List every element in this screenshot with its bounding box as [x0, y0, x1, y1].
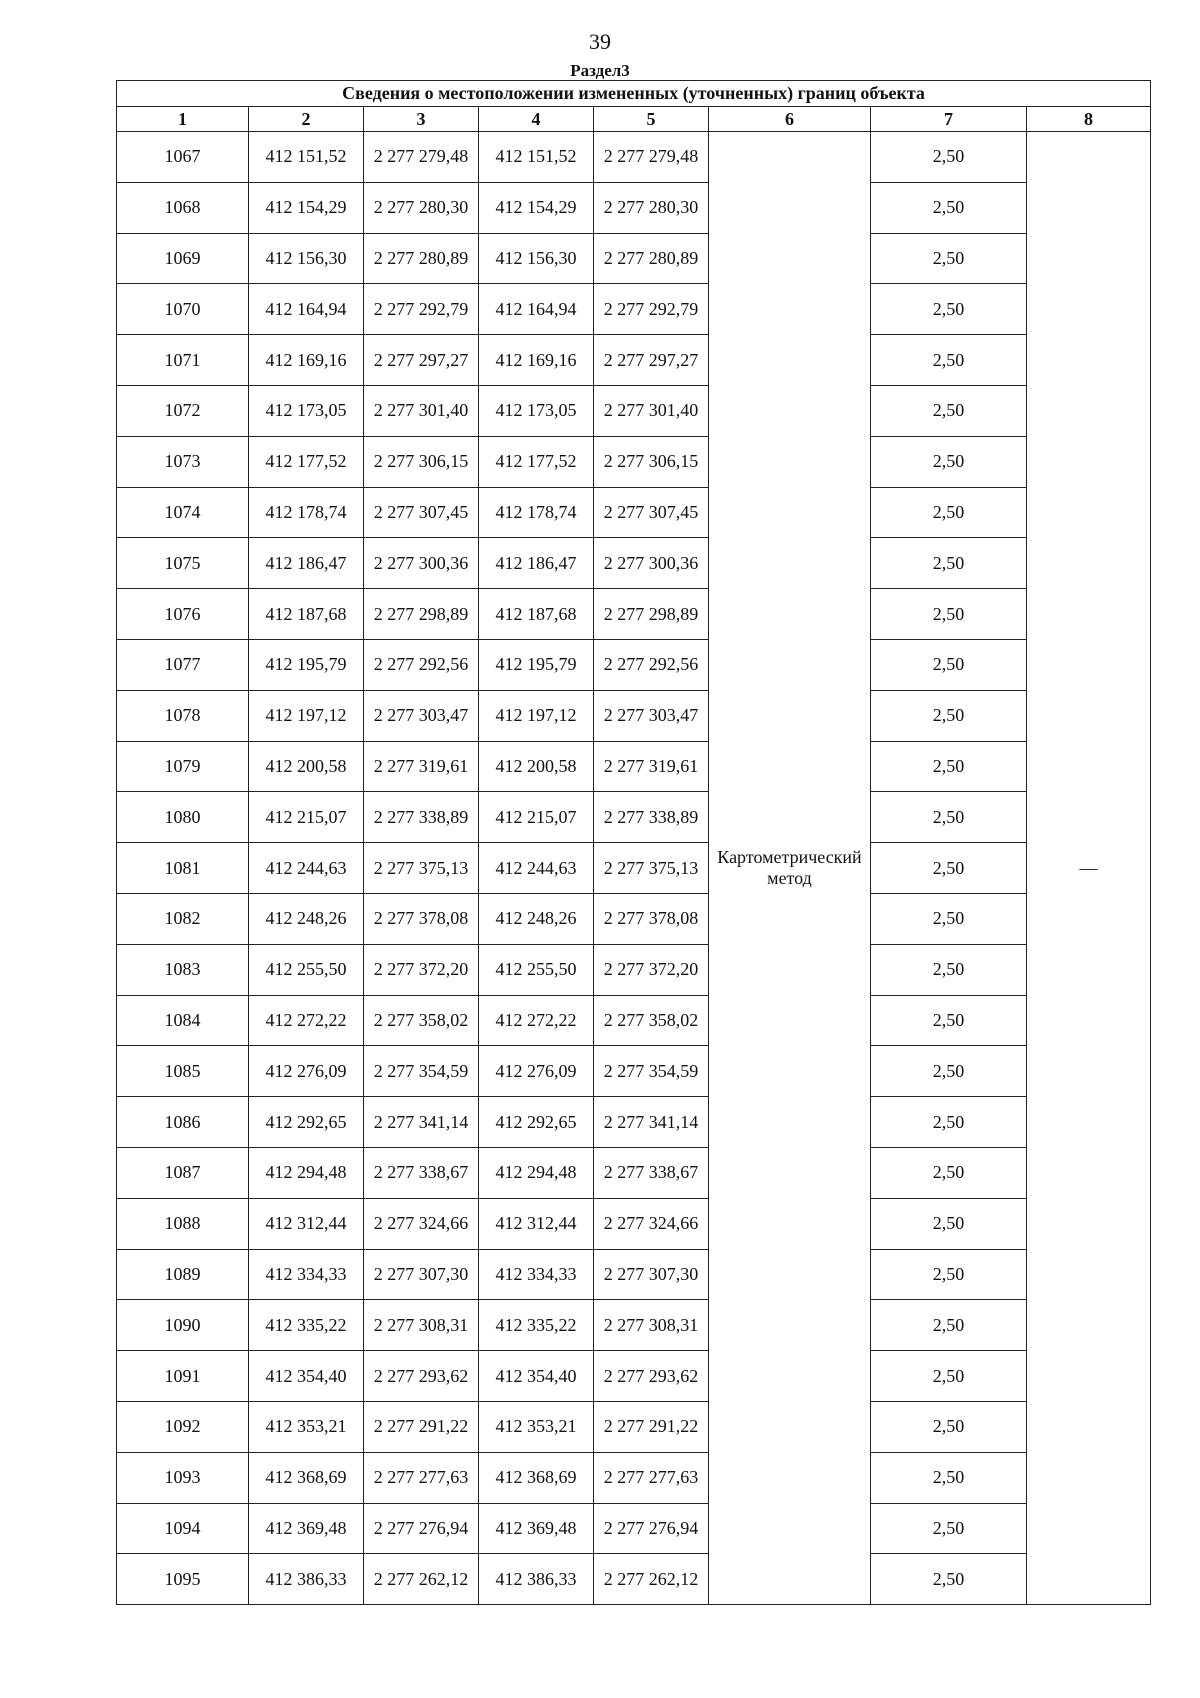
table-row — [117, 1147, 1151, 1198]
x-old-cell: 412 248,26 — [249, 893, 364, 944]
column-number-3: 3 — [364, 107, 479, 132]
x-new-cell: 412 353,21 — [479, 1401, 594, 1452]
x-new-cell: 412 292,65 — [479, 1097, 594, 1148]
accuracy-cell: 2,50 — [871, 1300, 1027, 1351]
y-new-cell: 2 277 324,66 — [594, 1198, 709, 1249]
y-new-cell: 2 277 262,12 — [594, 1554, 709, 1605]
table-row — [117, 843, 1151, 894]
point-number-cell: 1085 — [117, 1046, 249, 1097]
y-new-cell: 2 277 277,63 — [594, 1452, 709, 1503]
point-number-cell: 1068 — [117, 182, 249, 233]
x-old-cell: 412 244,63 — [249, 843, 364, 894]
point-number-cell: 1087 — [117, 1147, 249, 1198]
x-new-cell: 412 244,63 — [479, 843, 594, 894]
table-row — [117, 1097, 1151, 1148]
accuracy-cell: 2,50 — [871, 385, 1027, 436]
x-old-cell: 412 164,94 — [249, 284, 364, 335]
x-new-cell: 412 173,05 — [479, 385, 594, 436]
x-new-cell: 412 169,16 — [479, 335, 594, 386]
x-new-cell: 412 272,22 — [479, 995, 594, 1046]
y-old-cell: 2 277 303,47 — [364, 690, 479, 741]
x-new-cell: 412 186,47 — [479, 538, 594, 589]
y-old-cell: 2 277 306,15 — [364, 436, 479, 487]
x-old-cell: 412 276,09 — [249, 1046, 364, 1097]
table-row — [117, 385, 1151, 436]
y-old-cell: 2 277 279,48 — [364, 132, 479, 183]
x-old-cell: 412 334,33 — [249, 1249, 364, 1300]
y-old-cell: 2 277 292,79 — [364, 284, 479, 335]
x-new-cell: 412 187,68 — [479, 589, 594, 640]
point-number-cell: 1074 — [117, 487, 249, 538]
point-number-cell: 1079 — [117, 741, 249, 792]
y-old-cell: 2 277 291,22 — [364, 1401, 479, 1452]
table-caption: Сведения о местоположении измененных (уточненных) границ объекта — [117, 81, 1151, 107]
column-number-4: 4 — [479, 107, 594, 132]
accuracy-cell: 2,50 — [871, 1147, 1027, 1198]
accuracy-cell: 2,50 — [871, 690, 1027, 741]
point-number-cell: 1093 — [117, 1452, 249, 1503]
point-number-cell: 1089 — [117, 1249, 249, 1300]
accuracy-cell: 2,50 — [871, 843, 1027, 894]
table-row — [117, 436, 1151, 487]
x-old-cell: 412 354,40 — [249, 1351, 364, 1402]
x-old-cell: 412 151,52 — [249, 132, 364, 183]
point-number-cell: 1070 — [117, 284, 249, 335]
column-number-8: 8 — [1027, 107, 1151, 132]
column-number-6: 6 — [709, 107, 871, 132]
point-number-cell: 1088 — [117, 1198, 249, 1249]
y-old-cell: 2 277 276,94 — [364, 1503, 479, 1554]
y-old-cell: 2 277 319,61 — [364, 741, 479, 792]
y-old-cell: 2 277 293,62 — [364, 1351, 479, 1402]
x-new-cell: 412 215,07 — [479, 792, 594, 843]
y-old-cell: 2 277 280,89 — [364, 233, 479, 284]
accuracy-cell: 2,50 — [871, 639, 1027, 690]
point-number-cell: 1090 — [117, 1300, 249, 1351]
y-new-cell: 2 277 276,94 — [594, 1503, 709, 1554]
point-number-cell: 1082 — [117, 893, 249, 944]
accuracy-cell: 2,50 — [871, 1452, 1027, 1503]
accuracy-cell: 2,50 — [871, 741, 1027, 792]
y-old-cell: 2 277 375,13 — [364, 843, 479, 894]
y-new-cell: 2 277 292,56 — [594, 639, 709, 690]
table-body — [117, 132, 1151, 1605]
x-old-cell: 412 187,68 — [249, 589, 364, 640]
y-new-cell: 2 277 338,89 — [594, 792, 709, 843]
point-number-cell: 1072 — [117, 385, 249, 436]
y-new-cell: 2 277 372,20 — [594, 944, 709, 995]
x-old-cell: 412 335,22 — [249, 1300, 364, 1351]
column-number-row — [117, 107, 1151, 132]
accuracy-cell: 2,50 — [871, 436, 1027, 487]
y-old-cell: 2 277 277,63 — [364, 1452, 479, 1503]
table-row — [117, 1452, 1151, 1503]
x-old-cell: 412 177,52 — [249, 436, 364, 487]
x-old-cell: 412 186,47 — [249, 538, 364, 589]
x-new-cell: 412 151,52 — [479, 132, 594, 183]
y-old-cell: 2 277 280,30 — [364, 182, 479, 233]
x-new-cell: 412 178,74 — [479, 487, 594, 538]
table-row — [117, 1401, 1151, 1452]
x-old-cell: 412 292,65 — [249, 1097, 364, 1148]
table-row — [117, 233, 1151, 284]
accuracy-cell: 2,50 — [871, 1249, 1027, 1300]
table-row — [117, 893, 1151, 944]
y-new-cell: 2 277 307,30 — [594, 1249, 709, 1300]
accuracy-cell: 2,50 — [871, 944, 1027, 995]
y-new-cell: 2 277 341,14 — [594, 1097, 709, 1148]
accuracy-cell: 2,50 — [871, 792, 1027, 843]
y-old-cell: 2 277 308,31 — [364, 1300, 479, 1351]
x-old-cell: 412 386,33 — [249, 1554, 364, 1605]
table-row — [117, 1503, 1151, 1554]
point-number-cell: 1075 — [117, 538, 249, 589]
x-old-cell: 412 368,69 — [249, 1452, 364, 1503]
y-old-cell: 2 277 354,59 — [364, 1046, 479, 1097]
y-new-cell: 2 277 280,30 — [594, 182, 709, 233]
y-old-cell: 2 277 297,27 — [364, 335, 479, 386]
accuracy-cell: 2,50 — [871, 1554, 1027, 1605]
page-number: 39 — [589, 29, 611, 54]
table-row — [117, 1300, 1151, 1351]
y-new-cell: 2 277 291,22 — [594, 1401, 709, 1452]
column-number-1: 1 — [117, 107, 249, 132]
y-new-cell: 2 277 354,59 — [594, 1046, 709, 1097]
point-number-cell: 1081 — [117, 843, 249, 894]
section-title: Раздел3 — [570, 61, 630, 80]
x-old-cell: 412 255,50 — [249, 944, 364, 995]
table-row — [117, 944, 1151, 995]
table-row — [117, 995, 1151, 1046]
x-new-cell: 412 276,09 — [479, 1046, 594, 1097]
x-old-cell: 412 353,21 — [249, 1401, 364, 1452]
y-new-cell: 2 277 298,89 — [594, 589, 709, 640]
point-number-cell: 1067 — [117, 132, 249, 183]
x-old-cell: 412 312,44 — [249, 1198, 364, 1249]
y-new-cell: 2 277 292,79 — [594, 284, 709, 335]
x-new-cell: 412 156,30 — [479, 233, 594, 284]
y-old-cell: 2 277 338,89 — [364, 792, 479, 843]
accuracy-cell: 2,50 — [871, 487, 1027, 538]
x-old-cell: 412 294,48 — [249, 1147, 364, 1198]
coordinates-table — [116, 80, 1151, 1605]
y-new-cell: 2 277 307,45 — [594, 487, 709, 538]
accuracy-cell: 2,50 — [871, 233, 1027, 284]
x-new-cell: 412 368,69 — [479, 1452, 594, 1503]
y-new-cell: 2 277 279,48 — [594, 132, 709, 183]
table-row — [117, 792, 1151, 843]
y-new-cell: 2 277 300,36 — [594, 538, 709, 589]
x-old-cell: 412 154,29 — [249, 182, 364, 233]
accuracy-cell: 2,50 — [871, 538, 1027, 589]
y-new-cell: 2 277 303,47 — [594, 690, 709, 741]
accuracy-cell: 2,50 — [871, 284, 1027, 335]
method-cell: Картометрический метод — [709, 132, 871, 1605]
y-new-cell: 2 277 301,40 — [594, 385, 709, 436]
table-row — [117, 1554, 1151, 1605]
y-new-cell: 2 277 297,27 — [594, 335, 709, 386]
accuracy-cell: 2,50 — [871, 995, 1027, 1046]
x-new-cell: 412 335,22 — [479, 1300, 594, 1351]
accuracy-cell: 2,50 — [871, 1503, 1027, 1554]
x-new-cell: 412 294,48 — [479, 1147, 594, 1198]
table-row — [117, 639, 1151, 690]
table-row — [117, 1351, 1151, 1402]
y-old-cell: 2 277 300,36 — [364, 538, 479, 589]
x-old-cell: 412 197,12 — [249, 690, 364, 741]
y-old-cell: 2 277 324,66 — [364, 1198, 479, 1249]
point-number-cell: 1071 — [117, 335, 249, 386]
x-old-cell: 412 272,22 — [249, 995, 364, 1046]
table-row — [117, 335, 1151, 386]
point-number-cell: 1083 — [117, 944, 249, 995]
point-number-cell: 1073 — [117, 436, 249, 487]
y-new-cell: 2 277 338,67 — [594, 1147, 709, 1198]
table-row — [117, 538, 1151, 589]
x-new-cell: 412 154,29 — [479, 182, 594, 233]
accuracy-cell: 2,50 — [871, 1198, 1027, 1249]
y-old-cell: 2 277 307,45 — [364, 487, 479, 538]
note-cell: — — [1027, 132, 1151, 1605]
y-new-cell: 2 277 378,08 — [594, 893, 709, 944]
accuracy-cell: 2,50 — [871, 132, 1027, 183]
table-row — [117, 487, 1151, 538]
y-new-cell: 2 277 308,31 — [594, 1300, 709, 1351]
x-new-cell: 412 164,94 — [479, 284, 594, 335]
x-old-cell: 412 195,79 — [249, 639, 364, 690]
y-old-cell: 2 277 292,56 — [364, 639, 479, 690]
y-old-cell: 2 277 358,02 — [364, 995, 479, 1046]
x-old-cell: 412 200,58 — [249, 741, 364, 792]
x-new-cell: 412 369,48 — [479, 1503, 594, 1554]
point-number-cell: 1078 — [117, 690, 249, 741]
table-row — [117, 690, 1151, 741]
point-number-cell: 1086 — [117, 1097, 249, 1148]
table-row — [117, 589, 1151, 640]
x-new-cell: 412 255,50 — [479, 944, 594, 995]
y-new-cell: 2 277 280,89 — [594, 233, 709, 284]
table-row — [117, 1046, 1151, 1097]
table-row — [117, 284, 1151, 335]
point-number-cell: 1091 — [117, 1351, 249, 1402]
column-number-2: 2 — [249, 107, 364, 132]
x-old-cell: 412 173,05 — [249, 385, 364, 436]
column-number-7: 7 — [871, 107, 1027, 132]
table-row — [117, 132, 1151, 183]
y-new-cell: 2 277 375,13 — [594, 843, 709, 894]
y-old-cell: 2 277 338,67 — [364, 1147, 479, 1198]
point-number-cell: 1092 — [117, 1401, 249, 1452]
y-old-cell: 2 277 301,40 — [364, 385, 479, 436]
accuracy-cell: 2,50 — [871, 335, 1027, 386]
x-old-cell: 412 156,30 — [249, 233, 364, 284]
table-row — [117, 1249, 1151, 1300]
x-new-cell: 412 200,58 — [479, 741, 594, 792]
point-number-cell: 1069 — [117, 233, 249, 284]
y-old-cell: 2 277 298,89 — [364, 589, 479, 640]
x-new-cell: 412 195,79 — [479, 639, 594, 690]
accuracy-cell: 2,50 — [871, 1097, 1027, 1148]
accuracy-cell: 2,50 — [871, 1401, 1027, 1452]
x-new-cell: 412 197,12 — [479, 690, 594, 741]
x-old-cell: 412 169,16 — [249, 335, 364, 386]
y-new-cell: 2 277 319,61 — [594, 741, 709, 792]
accuracy-cell: 2,50 — [871, 1351, 1027, 1402]
y-new-cell: 2 277 358,02 — [594, 995, 709, 1046]
table-row — [117, 182, 1151, 233]
y-old-cell: 2 277 341,14 — [364, 1097, 479, 1148]
table-row — [117, 741, 1151, 792]
accuracy-cell: 2,50 — [871, 893, 1027, 944]
y-old-cell: 2 277 372,20 — [364, 944, 479, 995]
y-old-cell: 2 277 262,12 — [364, 1554, 479, 1605]
x-old-cell: 412 178,74 — [249, 487, 364, 538]
x-new-cell: 412 312,44 — [479, 1198, 594, 1249]
x-new-cell: 412 354,40 — [479, 1351, 594, 1402]
accuracy-cell: 2,50 — [871, 1046, 1027, 1097]
table-row — [117, 1198, 1151, 1249]
point-number-cell: 1095 — [117, 1554, 249, 1605]
x-new-cell: 412 248,26 — [479, 893, 594, 944]
x-old-cell: 412 215,07 — [249, 792, 364, 843]
x-new-cell: 412 177,52 — [479, 436, 594, 487]
point-number-cell: 1080 — [117, 792, 249, 843]
x-new-cell: 412 386,33 — [479, 1554, 594, 1605]
accuracy-cell: 2,50 — [871, 589, 1027, 640]
accuracy-cell: 2,50 — [871, 182, 1027, 233]
point-number-cell: 1084 — [117, 995, 249, 1046]
column-number-5: 5 — [594, 107, 709, 132]
point-number-cell: 1077 — [117, 639, 249, 690]
y-new-cell: 2 277 306,15 — [594, 436, 709, 487]
y-old-cell: 2 277 307,30 — [364, 1249, 479, 1300]
y-old-cell: 2 277 378,08 — [364, 893, 479, 944]
point-number-cell: 1076 — [117, 589, 249, 640]
x-new-cell: 412 334,33 — [479, 1249, 594, 1300]
point-number-cell: 1094 — [117, 1503, 249, 1554]
y-new-cell: 2 277 293,62 — [594, 1351, 709, 1402]
x-old-cell: 412 369,48 — [249, 1503, 364, 1554]
